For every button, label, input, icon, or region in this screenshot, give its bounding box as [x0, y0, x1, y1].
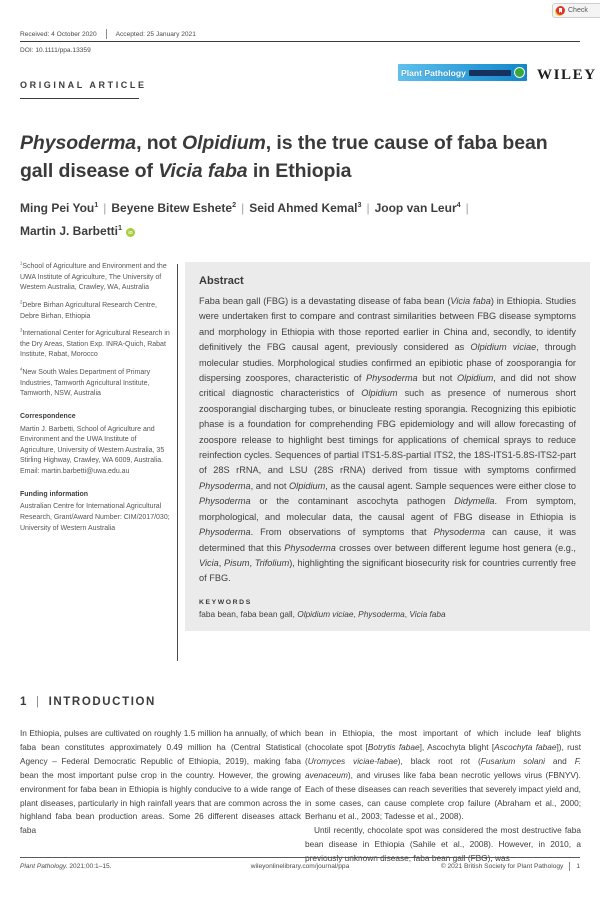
sidebar	[20, 262, 170, 541]
keywords-list: faba bean, faba bean gall, Olpidium viciae, Physoderma, Vicia faba	[199, 608, 446, 619]
footer	[20, 862, 580, 871]
affiliation-3: $^3$International Center for Agricultural Research in the Dry Areas, Station Exp. INRA-Quich, Rabat Institute, Rabat, Morocco	[20, 327, 170, 359]
article-type-underline	[20, 98, 139, 99]
check-for-updates-badge[interactable]	[552, 3, 600, 18]
header-rule	[20, 41, 580, 42]
affiliation-2: $^2$Debre Birhan Agricultural Research Centre, Debre Birhan, Ethiopia	[20, 299, 157, 320]
sidebar-abstract-divider	[177, 264, 178, 661]
crossmark-icon	[556, 6, 565, 15]
footer-citation: Plant Pathology. 2021;00:1–15.	[20, 863, 112, 870]
journal-banner-strip	[469, 70, 511, 76]
footer-copyright: © 2021 British Society for Plant Pathology	[440, 863, 564, 870]
author-list	[20, 197, 582, 244]
orcid-icon[interactable]: iD	[126, 228, 135, 237]
journal-name: Plant Pathology	[401, 67, 466, 78]
intro-column-right	[305, 727, 581, 866]
received-date: Received: 4 October 2020	[20, 30, 97, 38]
affiliation-4: $^4$New South Wales Department of Primary Industries, Tamworth Agricultural Institute, Tamworth, NSW, Australia	[20, 366, 151, 398]
abstract-body: Faba bean gall (FBG) is a devastating disease of faba bean (Vicia faba) in Ethiopia. Studies were undertaken first to compare and contrast similarities between FBG disease symptoms and morphology in Ethiopia with those reported earlier in China and, secondly, to identify definitively the FBG causal agent, previously considered as Olpidium viciae, through molecular studies. Morphological studies confirmed an epibiotic phase of zoosporangia for dispersing zoospores, characteristic of Physoderma but not Olpidium, and did not show critical diagnostic characteristics of Olpidium such as presence of numerous short zoosporangial discharging tubes, or binucleate resting sporangia. Recognizing this epibiotic phase is a foundation for comprehending FBG epidemiology and will allow forecasting of zoospore release to highlight best timings for applications of chemical sprays to reduce reinfection cycles. Sequences of partial ITS1-5.8S-partial ITS2, the 18S-ITS1-5.8S-ITS2-part of 28S rRNA, and LSU (28S rRNA) derived from tissue with symptoms confirmed Physoderma, and not Olpidium, as the causal agent. Sample sequences were either close to Physoderma or the contaminant ascochyta pathogen Didymella. From symptom, morphological, and molecular data, the causal agent of FBG disease in Ethiopia is Physoderma. From observations of symptoms that Physoderma can cause, it was determined that this Physoderma crosses over between different legume host genera (e.g., Vicia, Pisum, Trifolium), highlighting the significant biosecurity risk for countries currently free of FBG.	[199, 296, 577, 584]
footer-journal-url[interactable]: wileyonlinelibrary.com/journal/ppa	[250, 863, 350, 870]
page-number: 1	[576, 863, 581, 870]
funding-heading: Funding information	[20, 490, 89, 498]
meta-divider	[106, 29, 107, 39]
abstract-heading: Abstract	[199, 275, 244, 287]
intro-paragraph-1-cont: bean in Ethiopia, the most important of which include leaf blights (chocolate spot [Botrytis fabae], Ascochyta blight [Ascochyta fabae]), rust (Uromyces viciae-fabae), black root rot (Fusarium solani and F. avenaceum), and viruses like faba bean necrotic yellows virus (FBNYV). Each of these diseases can reach severities that severely impact yield and, in some cases, can cause complete crop failure (Abraham et al., 2000; Berhanu et al., 2003; Tadesse et al., 2008).	[305, 728, 581, 822]
introduction-heading: 1 | INTRODUCTION	[20, 696, 156, 708]
footer-copyright-group	[393, 862, 580, 871]
author-names: Ming Pei You$^1$ | Beyene Bitew Eshete$^2$ | Seid Ahmed Kemal$^3$ | Joop van Leur$^4$ | Martin J. Barbetti$^1$	[20, 200, 469, 239]
bspp-logo-icon	[514, 67, 525, 78]
correspondence-email[interactable]: Email: martin.barbetti@uwa.edu.au	[20, 468, 130, 475]
journal-banner	[398, 64, 527, 81]
page-number-divider	[569, 862, 570, 871]
affiliation-1: $^1$School of Agriculture and Environment and the UWA Institute of Agriculture, The University of Western Australia, Crawley, WA, Australia	[20, 260, 167, 292]
abstract-box	[185, 262, 590, 631]
doi: DOI: 10.1111/ppa.13359	[20, 47, 91, 54]
correspondence-text: Martin J. Barbetti, School of Agriculture and Environment and the UWA Institute of Agriculture, University of Western Australia, 35 Stirling Highway, Crawley, WA 6009, Australia.	[20, 425, 165, 465]
correspondence-heading: Correspondence	[20, 412, 76, 420]
accepted-date: Accepted: 25 January 2021	[115, 30, 196, 38]
article-type-label: ORIGINAL ARTICLE	[20, 80, 147, 90]
intro-column-left	[20, 727, 301, 838]
check-for-updates-label: Check	[568, 7, 588, 14]
footer-rule	[20, 857, 580, 858]
funding-text: Australian Centre for International Agricultural Research, Grant/Award Number: CIM/2017/030; University of Western Australia	[20, 503, 170, 532]
received-accepted-line	[20, 29, 196, 39]
wiley-logo: WILEY	[537, 67, 597, 83]
keywords-heading: KEYWORDS	[199, 598, 252, 606]
intro-paragraph-1: In Ethiopia, pulses are cultivated on roughly 1.5 million ha annually, of which faba bean constitutes approximately 0.49 million ha (Central Statistical Agency – Federal Democratic Republic of Ethiopia, 2019), making faba bean the most important pulse crop in the country. However, the growing environment for faba bean in Ethiopia is highly conducive to a wide range of plant diseases, particularly in high rainfall years that are common across the highland faba bean production areas. Some 26 different diseases attack faba	[20, 728, 301, 836]
intro-paragraph-2: Until recently, chocolate spot was considered the most destructive faba bean disease in Ethiopia (Sahile et al., 2008). However, in 2010, a previously unknown disease, faba bean gall (FBG), was	[305, 825, 581, 864]
paper-title: Physoderma, not Olpidium, is the true cause of faba bean gall disease of Vicia faba in Ethiopia	[20, 132, 548, 183]
